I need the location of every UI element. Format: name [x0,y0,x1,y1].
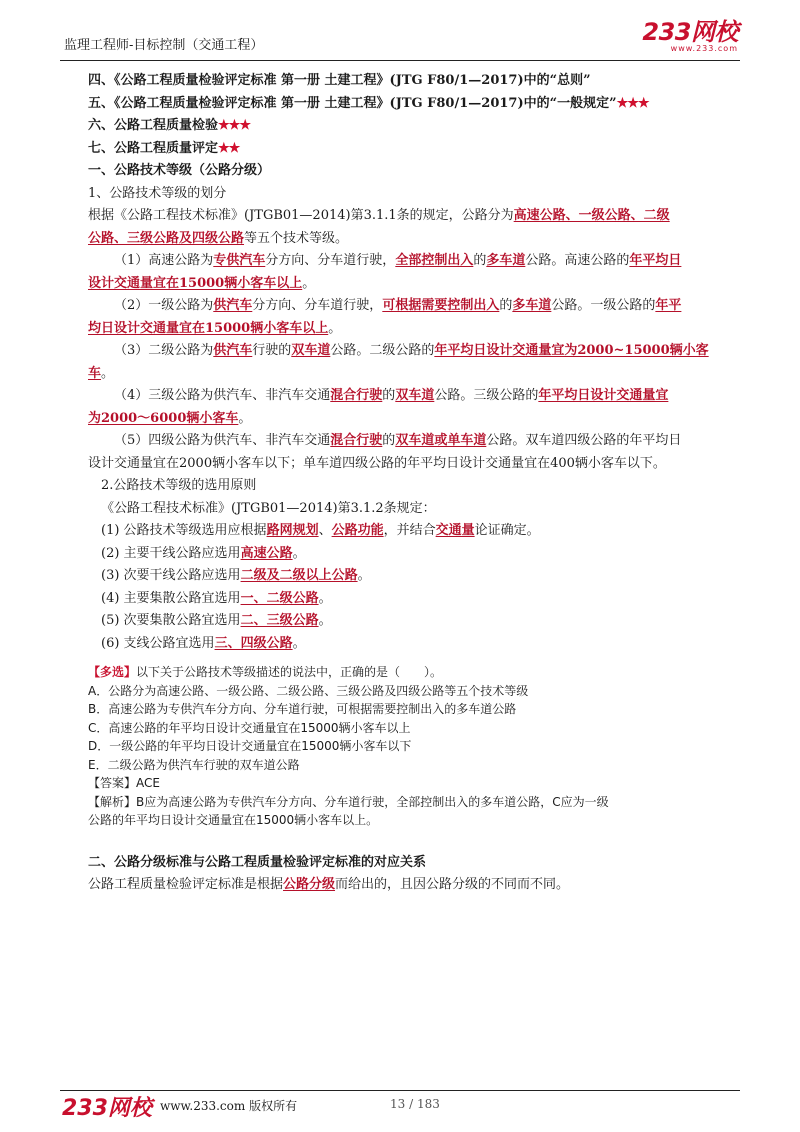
rule-4: (4) 主要集散公路宜选用一、二级公路。 [101,590,332,606]
page-number: 13 / 183 [390,1097,440,1111]
subsection-1-title: 1、公路技术等级的划分 [88,185,227,201]
grade-3-line: 车。 [88,365,115,381]
content-body [88,70,744,897]
toc-item-4: 四、《公路工程质量检验评定标准 第一册 土建工程》(JTG F80/1—2017)中的“总则” [88,73,591,88]
grade-3-line: （3）二级公路为供汽车行驶的双车道公路。二级公路的年平均日设计交通量宜为2000~15000辆小客 [114,343,709,358]
quiz-option-a: A．公路分为高速公路、一级公路、二级公路、三级公路及四级公路等五个技术等级 [88,683,529,698]
grade-5-line: 设计交通量宜在2000辆小客车以下；单车道四级公路的年平均日设计交通量宜在400辆小客车以下。 [88,455,666,471]
paragraph-line: 公路、三级公路及四级公路等五个技术等级。 [88,230,349,246]
section-2-title: 二、公路分级标准与公路工程质量检验评定标准的对应关系 [88,854,427,870]
quiz-block [88,663,744,830]
toc-item-7: 七、公路工程质量评定★★ [88,140,240,156]
grade-1-line: 设计交通量宜在15000辆小客车以上。 [88,275,316,291]
grade-2-line: 均日设计交通量宜在15000辆小客车以上。 [88,320,342,336]
paragraph-line: 公路工程质量检验评定标准是根据公路分级而给出的，且因公路分级的不同而不同。 [88,877,570,892]
paragraph-line: 《公路工程技术标准》(JTGB01—2014)第3.1.2条规定： [101,500,436,516]
quiz-option-c: C．高速公路的年平均日设计交通量宜在15000辆小客车以上 [88,720,411,735]
logo-text: 233网校 [642,18,738,46]
star-rating: ★★★ [218,118,250,133]
brand-logo[interactable] [642,20,738,53]
quiz-tag: 【多选】 [88,665,137,679]
grade-5-line: （5）四级公路为供汽车、非汽车交通混合行驶的双车道或单车道公路。双车道四级公路的年平均日 [114,433,682,448]
rule-2: (2) 主要干线公路应选用高速公路。 [101,545,306,561]
rule-6: (6) 支线公路宜选用三、四级公路。 [101,635,306,651]
page-header [60,20,740,61]
grade-4-line: （4）三级公路为供汽车、非汽车交通混合行驶的双车道公路。三级公路的年平均日设计交通量宜 [114,388,669,403]
quiz-option-b: B．高速公路为专供汽车分方向、分车道行驶，可根据需要控制出入的多车道公路 [88,702,517,716]
quiz-option-e: E．二级公路为供汽车行驶的双车道公路 [88,757,300,772]
logo-url: www.233.com [670,44,738,53]
toc-item-6: 六、公路工程质量检验★★★ [88,118,250,133]
section-1-title: 一、公路技术等级（公路分级） [88,163,271,178]
footer-copyright: www.233.com 版权所有 [160,1099,298,1113]
quiz-option-d: D．一级公路的年平均日设计交通量宜在15000辆小客车以下 [88,739,412,753]
quiz-analysis: 公路的年平均日设计交通量宜在15000辆小客车以上。 [88,813,379,827]
quiz-answer: 【答案】ACE [88,776,160,790]
quiz-question: 【多选】以下关于公路技术等级描述的说法中，正确的是（ ）。 [88,665,443,679]
header-title: 监理工程师-目标控制（交通工程） [64,38,264,53]
star-rating: ★★ [218,140,240,156]
grade-4-line: 为2000～6000辆小客车。 [88,410,252,426]
rule-1: (1) 公路技术等级选用应根据路网规划、公路功能，并结合交通量论证确定。 [101,523,540,538]
grade-1-line: （1）高速公路为专供汽车分方向、分车道行驶，全部控制出入的多车道公路。高速公路的年平均日 [114,253,682,268]
quiz-analysis: 【解析】B应为高速公路为专供汽车分方向、分车道行驶，全部控制出入的多车道公路，C应为一级 [88,794,609,809]
footer-logo[interactable]: 233网校 [62,1096,152,1121]
section-2 [88,852,744,897]
subsection-2-title: 2.公路技术等级的选用原则 [101,478,257,493]
rule-5: (5) 次要集散公路宜选用二、三级公路。 [101,613,332,628]
grade-2-line: （2）一级公路为供汽车分方向、分车道行驶，可根据需要控制出入的多车道公路。一级公路的年平 [114,298,682,313]
page-footer [60,1090,740,1119]
rule-3: (3) 次要干线公路应选用二级及二级以上公路。 [101,568,371,583]
paragraph-line: 根据《公路工程技术标准》(JTGB01—2014)第3.1.1条的规定，公路分为高速公路、一级公路、二级 [88,208,670,223]
toc-item-5: 五、《公路工程质量检验评定标准 第一册 土建工程》(JTG F80/1—2017)中的“一般规定”★★★ [88,95,649,111]
star-rating: ★★★ [616,95,649,111]
